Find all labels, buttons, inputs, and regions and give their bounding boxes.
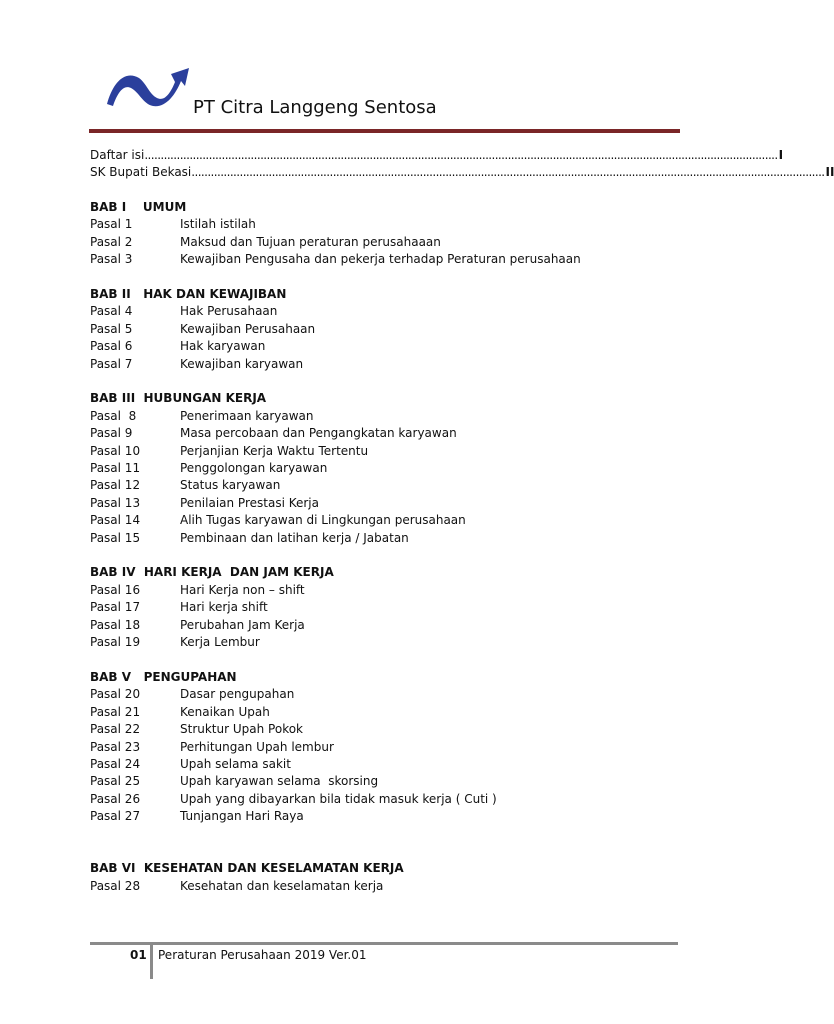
article-title: Perubahan Jam Kerja	[180, 617, 305, 632]
article-number: Pasal 2	[90, 234, 133, 249]
header-divider	[89, 129, 680, 133]
article-row	[90, 408, 690, 425]
article-number: Pasal 19	[90, 635, 141, 650]
spacer	[90, 547, 690, 564]
company-name: PT Citra Langgeng Sentosa	[193, 97, 437, 118]
article-number: Pasal 21	[90, 704, 141, 719]
article-title: Kerja Lembur	[180, 635, 260, 650]
article-title: Upah selama sakit	[180, 756, 291, 771]
article-row	[90, 686, 690, 703]
article-row	[90, 425, 690, 442]
article-title: Hari kerja shift	[180, 600, 268, 615]
article-title: Penerimaan karyawan	[180, 408, 314, 423]
article-title: Tunjangan Hari Raya	[180, 809, 304, 824]
chapter-title: BAB V PENGUPAHAN	[90, 669, 237, 684]
article-title: Hak Perusahaan	[180, 304, 278, 319]
chapter-title: BAB II HAK DAN KEWAJIBAN	[90, 287, 287, 302]
footer-divider	[90, 942, 678, 945]
article-row	[90, 216, 690, 233]
article-number: Pasal 7	[90, 356, 133, 371]
article-row	[90, 599, 690, 616]
article-number: Pasal 5	[90, 321, 133, 336]
article-title: Istilah istilah	[180, 217, 256, 232]
chapter-title: BAB VI KESEHATAN DAN KESELAMATAN KERJA	[90, 861, 404, 876]
article-row	[90, 721, 690, 738]
article-number: Pasal 4	[90, 304, 133, 319]
article-number: Pasal 20	[90, 687, 141, 702]
article-number: Pasal 28	[90, 878, 141, 893]
article-title: Perjanjian Kerja Waktu Tertentu	[180, 443, 369, 458]
article-title: Kewajiban Perusahaan	[180, 321, 316, 336]
article-row	[90, 582, 690, 599]
chapter-title: BAB IV HARI KERJA DAN JAM KERJA	[90, 565, 334, 580]
article-number: Pasal 26	[90, 791, 141, 806]
wave-logo-icon	[105, 64, 189, 112]
article-title: Upah yang dibayarkan bila tidak masuk kerja ( Cuti )	[180, 791, 497, 806]
article-number: Pasal 25	[90, 774, 141, 789]
article-title: Kesehatan dan keselamatan kerja	[180, 878, 384, 893]
article-title: Status karyawan	[180, 478, 281, 493]
article-row	[90, 356, 690, 373]
toc-label: SK Bupati Bekasi	[90, 165, 192, 180]
article-number: Pasal 10	[90, 443, 141, 458]
article-row	[90, 303, 690, 320]
article-title: Pembinaan dan latihan kerja / Jabatan	[180, 530, 409, 545]
article-row	[90, 791, 690, 808]
article-title: Masa percobaan dan Pengangkatan karyawan	[180, 426, 457, 441]
article-row	[90, 530, 690, 547]
toc-line[interactable]	[90, 164, 834, 181]
article-title: Alih Tugas karyawan di Lingkungan perusahaan	[180, 513, 466, 528]
spacer	[90, 373, 690, 390]
article-row	[90, 739, 690, 756]
toc-leader: .....................................................................................................................................................................................................	[191, 165, 825, 180]
article-row	[90, 460, 690, 477]
article-title: Penggolongan karyawan	[180, 461, 328, 476]
article-title: Upah karyawan selama skorsing	[180, 774, 379, 789]
article-number: Pasal 18	[90, 617, 141, 632]
article-row	[90, 512, 690, 529]
article-row	[90, 634, 690, 651]
article-title: Kewajiban Pengusaha dan pekerja terhadap Peraturan perusahaan	[180, 252, 581, 267]
article-title: Perhitungan Upah lembur	[180, 739, 334, 754]
toc-line[interactable]	[90, 147, 784, 164]
chapter-list	[90, 199, 690, 895]
article-row	[90, 495, 690, 512]
article-row	[90, 251, 690, 268]
article-row	[90, 443, 690, 460]
toc-label: Daftar isi	[90, 148, 145, 162]
article-row	[90, 617, 690, 634]
spacer	[90, 269, 690, 286]
table-of-contents	[90, 147, 834, 182]
article-row	[90, 878, 690, 895]
article-number: Pasal 1	[90, 217, 133, 232]
spacer	[90, 826, 690, 861]
chapter-title: BAB III HUBUNGAN KERJA	[90, 391, 267, 406]
article-number: Pasal 24	[90, 756, 141, 771]
article-number: Pasal 15	[90, 530, 141, 545]
article-row	[90, 234, 690, 251]
article-number: Pasal 23	[90, 739, 141, 754]
article-title: Hari Kerja non – shift	[180, 582, 305, 597]
toc-page: II	[825, 165, 834, 180]
article-number: Pasal 6	[90, 339, 133, 354]
article-number: Pasal 8	[90, 408, 137, 423]
article-row	[90, 756, 690, 773]
footer-separator	[150, 944, 153, 979]
article-number: Pasal 22	[90, 722, 141, 737]
article-row	[90, 321, 690, 338]
page-number: 01	[130, 948, 147, 962]
chapter-title: BAB I UMUM	[90, 200, 187, 214]
article-number: Pasal 13	[90, 495, 141, 510]
article-row	[90, 477, 690, 494]
article-title: Penilaian Prestasi Kerja	[180, 495, 319, 510]
article-title: Dasar pengupahan	[180, 687, 295, 702]
article-row	[90, 808, 690, 825]
article-number: Pasal 12	[90, 478, 141, 493]
article-number: Pasal 9	[90, 426, 133, 441]
footer-title: Peraturan Perusahaan 2019 Ver.01	[158, 948, 367, 962]
toc-leader: .....................................................................................................................................................................................................	[144, 148, 778, 162]
article-title: Kenaikan Upah	[180, 704, 270, 719]
article-title: Struktur Upah Pokok	[180, 722, 304, 737]
article-number: Pasal 3	[90, 252, 133, 267]
article-title: Maksud dan Tujuan peraturan perusahaaan	[180, 234, 441, 249]
toc-page: I	[778, 148, 784, 162]
article-title: Kewajiban karyawan	[180, 356, 304, 371]
article-number: Pasal 17	[90, 600, 141, 615]
article-number: Pasal 11	[90, 461, 141, 476]
article-number: Pasal 27	[90, 809, 141, 824]
spacer	[90, 652, 690, 669]
article-row	[90, 338, 690, 355]
article-row	[90, 704, 690, 721]
article-number: Pasal 16	[90, 582, 141, 597]
article-row	[90, 773, 690, 790]
article-title: Hak karyawan	[180, 339, 266, 354]
article-number: Pasal 14	[90, 513, 141, 528]
